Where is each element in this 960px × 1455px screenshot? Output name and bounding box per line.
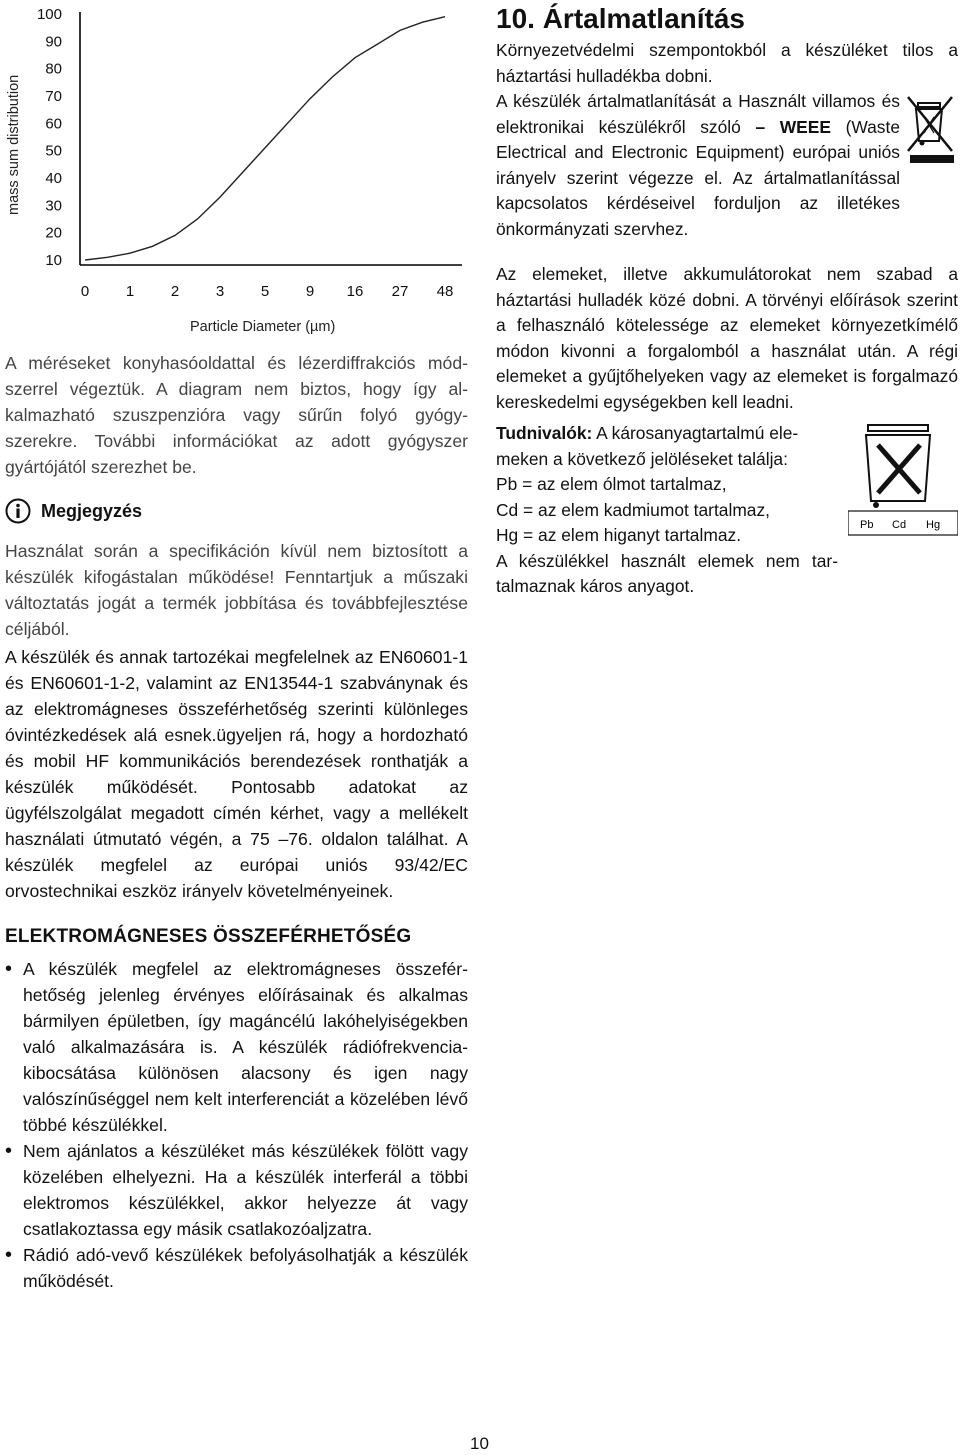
hg-label: Hg bbox=[926, 519, 941, 531]
hg-line: Hg = az elem higanyt tartalmaz. bbox=[496, 525, 742, 545]
note-header bbox=[5, 498, 468, 524]
list-item: • A készülék megfelel az elektromágneses összeférhetőség jelenleg érvényes előírásainak és alkalmas bármilyen épületben, így magáncélú lakóhelyiségekben való alkalmazására is. A készülék rádiófrekvencia-kibocsátása különösen alacsony és igen nagy valószínűséggel nem kelt interferenciát a közelében lévő többé készülékkel. bbox=[5, 956, 468, 1138]
battery-paragraph: Az elemeket, illetve akkumulátorokat nem szabad a háztartási hulladék közé dobni. A törvényi előírások szerint a felhasználó kötelessége az elemeket környezetkímélő módon kivonni a forgalomból a használat után. A régi elemeket a gyűjtőhelyeken vagy az elemeket is forgalmazó kereskedelmi egységekben kell leadni. bbox=[496, 264, 958, 412]
pb-line: Pb = az elem ólmot tartalmaz, bbox=[496, 474, 727, 494]
cd-label: Cd bbox=[892, 519, 907, 531]
y-tick-label: 70 bbox=[45, 88, 62, 105]
crossed-bin-icon bbox=[904, 95, 956, 165]
emc-list bbox=[5, 956, 468, 1294]
y-tick-label: 80 bbox=[45, 60, 62, 78]
left-column bbox=[5, 350, 468, 1294]
x-tick-label: 0 bbox=[80, 283, 90, 300]
y-tick-label: 40 bbox=[45, 170, 62, 187]
pb-label: Pb bbox=[860, 519, 874, 531]
page-number: 10 bbox=[470, 1434, 489, 1453]
y-tick-label: 60 bbox=[45, 115, 62, 133]
y-tick-label: 30 bbox=[45, 197, 62, 215]
series-line bbox=[85, 17, 445, 260]
x-tick-label: 1 bbox=[125, 283, 135, 300]
disposal-paragraph-2 bbox=[496, 89, 958, 242]
note-title: Megjegyzés bbox=[41, 500, 143, 521]
x-tick-label: 3 bbox=[215, 283, 225, 300]
x-tick-label: 2 bbox=[170, 283, 180, 300]
battery-info-block bbox=[496, 421, 958, 600]
y-tick-label: 50 bbox=[45, 142, 62, 160]
standards-paragraph: A készülék és annak tartozékai megfelelnek az EN60601-1 és EN60601-1-2, valamint az EN13544-1 szabványnak és az elektromágneses összeférhetőség szerinti különleges óvintézkedések alá esnek.ügyeljen rá, hogy a hordozható és mobil HF kommunikációs berendezések ronthatják a készülék működését. Pontosabb adatokat az ügyfélszolgálat megadott címén kérhet, vagy a mellékelt használati útmutató végén, a 75 –76. oldalon találhat. A készülék megfelel az európai uniós 93/42/EC orvostechnikai eszköz irányelv követelményeinek. bbox=[5, 647, 468, 901]
section-title: 10. Ártalmatlanítás bbox=[496, 3, 745, 34]
disposal-paragraph-1: Környezetvédelmi szempontokból a készüléket tilos a háztartási hulladékba dobni. bbox=[496, 40, 958, 86]
info-icon bbox=[5, 498, 31, 524]
intro-paragraph: A méréseket konyhasóoldattal és lézerdiffrakciós módszerrel végeztük. A diagram nem biztos, hogy így alkalmazható szuszpenzióra vagy sűrűn folyó gyógyszerekre. További információkat az adott gyógyszer gyártójától szerezhet be. bbox=[5, 353, 468, 477]
x-tick-label: 27 bbox=[391, 283, 409, 300]
last-paragraph: A készülékkel használt elemek nem tartalmaznak káros anyagot. bbox=[496, 550, 838, 596]
notice-paragraph bbox=[496, 421, 838, 472]
note-text-2: Fenntartjuk a műszaki változtatás jogát a termék jobbítása és továbbfejlesztése céljából. bbox=[5, 567, 468, 639]
x-tick-label: 9 bbox=[305, 283, 315, 300]
list-item: • Nem ajánlatos a készüléket más készülékek fölött vagy közelében elhelyezni. Ha a készülék interferál a többi elektromos készülékkel, akkor helyezze át vagy csatlakoztassa egy másik csatlakozóaljzatra. bbox=[5, 1138, 468, 1242]
weee-block bbox=[496, 89, 958, 242]
y-axis-label: mass sum distribution bbox=[6, 74, 22, 215]
list-item: • Rádió adó-vevő készülékek befolyásolhatják a készülék működését. bbox=[5, 1242, 468, 1294]
weee-text-b: (Waste Electrical and Electronic Equipment) európai uniós irányelv szerint végezze el. Az ártalmatlanítással kapcsolatos kérdéseivel forduljon az illetékes önkormányzati szervhez. bbox=[496, 116, 901, 239]
note-text bbox=[5, 538, 468, 642]
y-tick-label: 10 bbox=[45, 252, 62, 269]
right-column bbox=[496, 4, 958, 600]
weee-text-a: A készülék ártalmatlanítását a Használt villamos és elektronikai készülékről szóló bbox=[496, 91, 900, 137]
y-tick-label: 20 bbox=[45, 224, 62, 242]
battery-bin-icon bbox=[848, 421, 958, 541]
cd-line: Cd = az elem kadmiumot tartalmaz, bbox=[496, 499, 771, 520]
weee-label: – WEEE bbox=[755, 116, 831, 137]
x-tick-label: 5 bbox=[260, 283, 270, 300]
x-tick-label: 16 bbox=[346, 283, 364, 300]
emc-title: ELEKTROMÁGNESES ÖSSZEFÉRHETŐSÉG bbox=[5, 926, 412, 947]
notice-label: Tudnivalók: bbox=[496, 423, 593, 443]
particle-distribution-chart bbox=[0, 0, 470, 345]
note-text-1: Használat során a specifikáción kívül nem biztosított a készülék kifogástalan működése! bbox=[5, 541, 468, 587]
notice-text: A károsanyagtartalmú elemeken a következő jelöléseket találja: bbox=[496, 423, 799, 469]
x-tick-label: 48 bbox=[436, 283, 454, 300]
y-tick-label: 90 bbox=[45, 33, 62, 51]
x-axis-label: Particle Diameter (µm) bbox=[190, 319, 336, 335]
y-tick-label: 100 bbox=[36, 6, 62, 23]
